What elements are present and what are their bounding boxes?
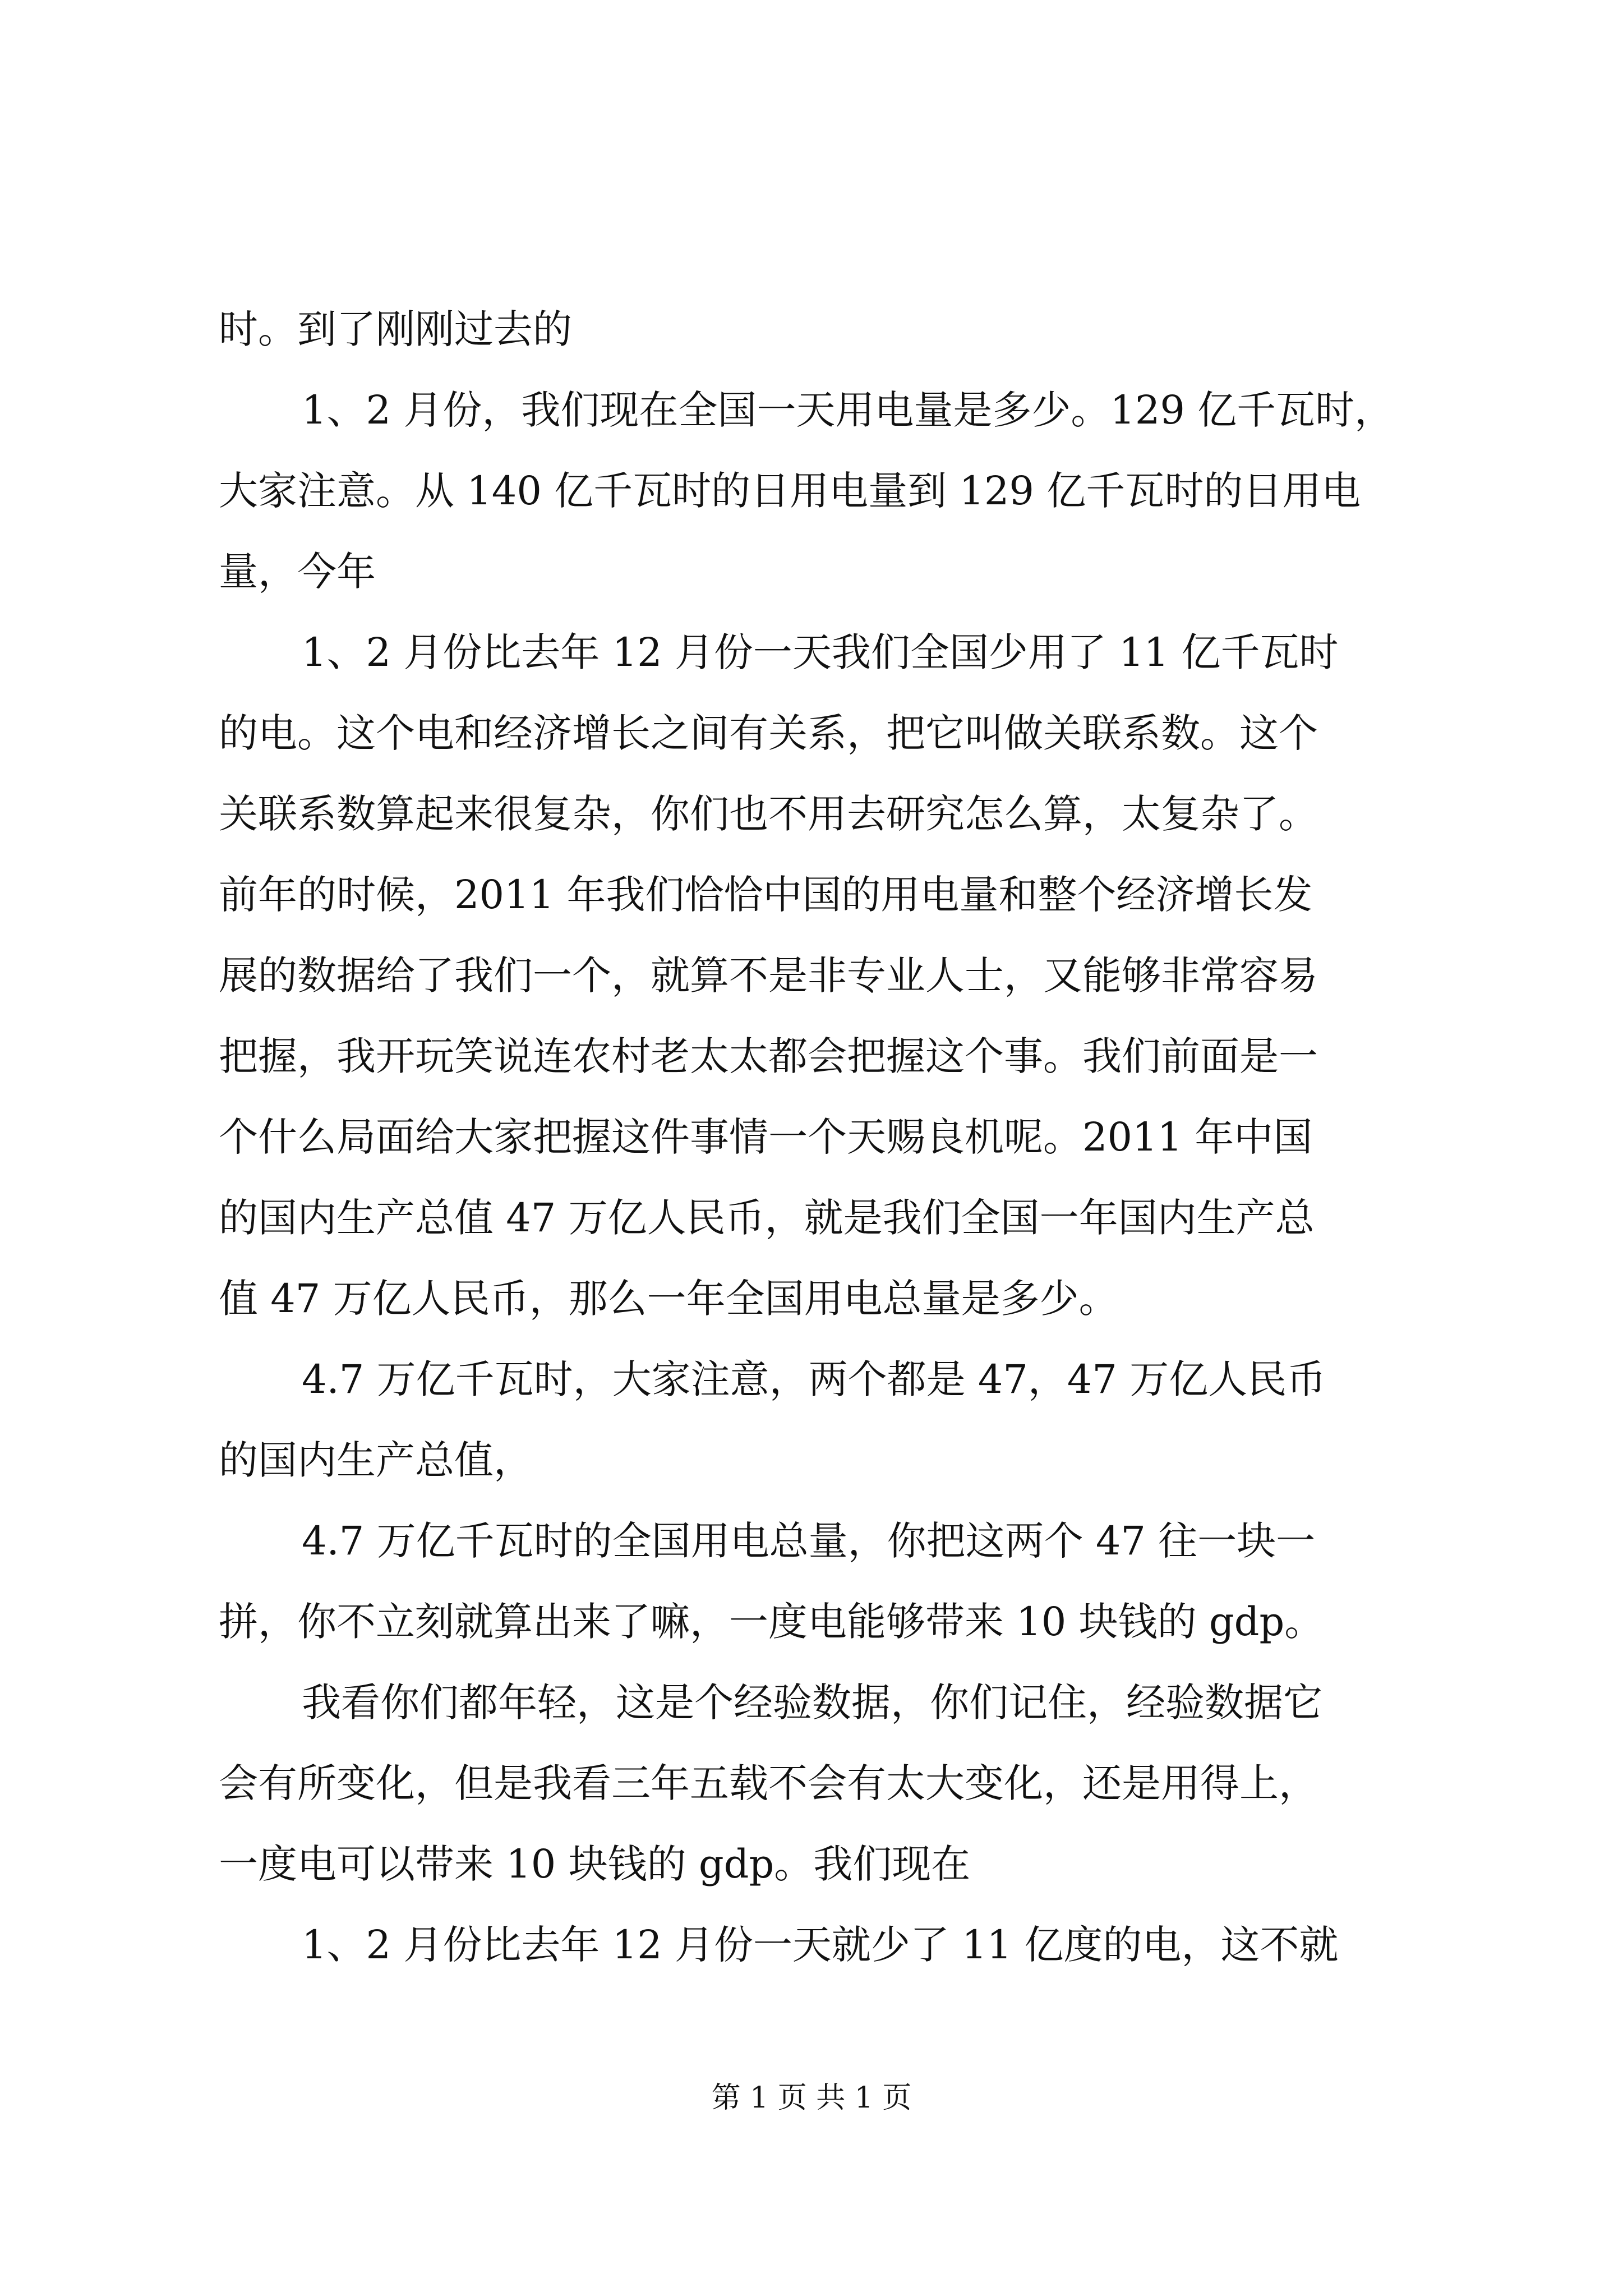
text-line: 我看你们都年轻，这是个经验数据，你们记住，经验数据它 (302, 1680, 1322, 1726)
text-line: 的电。这个电和经济增长之间有关系，把它叫做关联系数。这个 (219, 710, 1318, 756)
text-line: 1、2 月份，我们现在全国一天用电量是多少。129 亿千瓦时， (302, 387, 1394, 433)
text-line: 个什么局面给大家把握这件事情一个天赐良机呢。2011 年中国 (219, 1114, 1313, 1160)
text-line: 拼，你不立刻就算出来了嘛，一度电能够带来 10 块钱的 gdp。 (219, 1599, 1324, 1645)
text-line: 4.7 万亿千瓦时，大家注意，两个都是 47，47 万亿人民币 (302, 1356, 1326, 1402)
text-line: 会有所变化，但是我看三年五载不会有太大变化，还是用得上， (219, 1760, 1318, 1806)
text-line: 值 47 万亿人民币，那么一年全国用电总量是多少。 (219, 1276, 1118, 1322)
text-line: 的国内生产总值， (219, 1437, 533, 1483)
text-line: 时。到了刚刚过去的 (219, 306, 572, 352)
text-line: 一度电可以带来 10 块钱的 gdp。我们现在 (219, 1841, 971, 1887)
text-line: 4.7 万亿千瓦时的全国用电总量，你把这两个 47 往一块一 (302, 1518, 1316, 1564)
text-line: 关联系数算起来很复杂，你们也不用去研究怎么算，太复杂了。 (219, 791, 1318, 837)
text-line: 把握，我开玩笑说连农村老太太都会把握这个事。我们前面是一 (219, 1033, 1318, 1079)
text-line: 量，今年 (219, 549, 376, 595)
text-line: 1、2 月份比去年 12 月份一天就少了 11 亿度的电，这不就 (302, 1922, 1339, 1968)
text-line: 大家注意。从 140 亿千瓦时的日用电量到 129 亿千瓦时的日用电 (219, 468, 1361, 514)
text-line: 1、2 月份比去年 12 月份一天我们全国少用了 11 亿千瓦时 (302, 629, 1339, 675)
page-footer (0, 2076, 1623, 2120)
document-body (219, 289, 1424, 1985)
page-number: 第 1 页 共 1 页 (711, 2081, 912, 2115)
text-line: 的国内生产总值 47 万亿人民币，就是我们全国一年国内生产总 (219, 1195, 1315, 1241)
text-line: 展的数据给了我们一个，就算不是非专业人士，又能够非常容易 (219, 953, 1318, 999)
text-line: 前年的时候，2011 年我们恰恰中国的用电量和整个经济增长发 (219, 872, 1313, 918)
